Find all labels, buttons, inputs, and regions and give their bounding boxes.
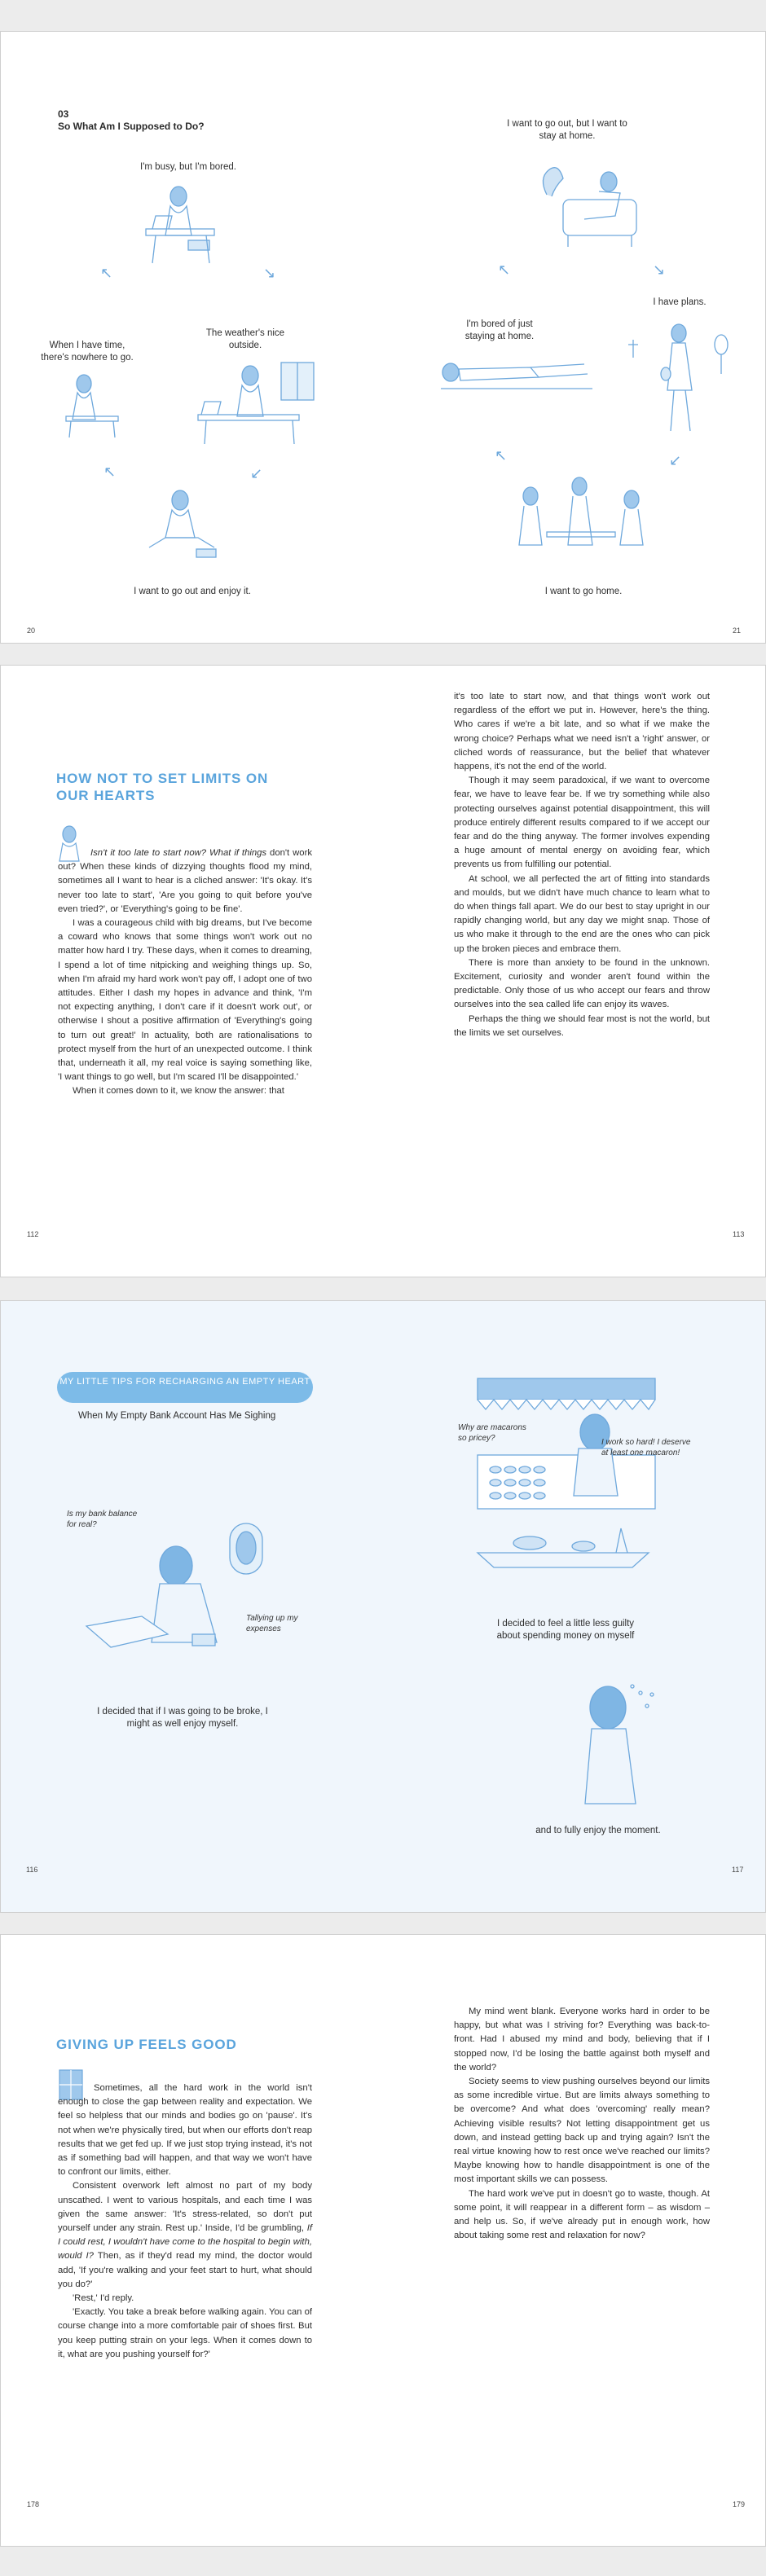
paragraph: When it comes down to it, we know the answer: that	[73, 1086, 284, 1097]
woman-sofa-illustration	[530, 146, 645, 252]
woman-at-laptop-illustration	[131, 178, 229, 268]
caption-bored-home: I'm bored of just staying at home.	[464, 319, 535, 341]
paragraph: it's too late to start now, and that things won't work out regardless of the effort we put in. However, here's the thing. Who cares if we're a bit late, and so what if we make the wrong choice? Perhaps what we need isn't a 'right' answer, or cliched words of reassurance, but the belief that whatever happens, it's not the end of the world.	[454, 692, 710, 772]
page-number: 112	[27, 1230, 39, 1238]
paragraph: don't work out? When these kinds of dizzying thoughts flood my mind, sometimes all I want to hear is a cliched answer: 'It's okay. It's never too late to start', 'Are you going to quit before you've even tried?', or 'Everything's going to be fine'.	[58, 848, 312, 914]
page-number: 179	[733, 2500, 746, 2508]
arrow-icon: ↖	[103, 464, 117, 480]
chapter-number: 03	[58, 108, 69, 120]
opening-question: Isn't it too late to start now? What if things	[90, 848, 267, 858]
left-page-text	[58, 2081, 312, 2362]
paragraph: Though it may seem paradoxical, if we want to overcome fear, we have to leave fear be. If we try something while also protecting ourselves against potential disappointment, this will produce entirely different results compared to if we accept our fear and do the thing anyway. The former involves expending a huge amount of mental energy on avoiding fear, which prevents us from fulfilling our potential.	[454, 776, 710, 870]
caption-enjoy: I want to go out and enjoy it.	[134, 587, 251, 596]
page-number: 178	[27, 2500, 40, 2508]
caption-enjoy-moment: and to fully enjoy the moment.	[535, 1826, 661, 1835]
paragraph: Society seems to view pushing ourselves beyond our limits as some incredible virtue. But are limits always something to be overcome? And what does 'overcoming' really mean? Achieving visible results? Not letting disappointment get us down, and instead getting back up and trying again? Isn't the real virtue knowing how to rest once we've reached our limits? Maybe knowing how to handle disappointment is one of the most important skills we can possess.	[454, 2077, 710, 2185]
woman-window-illustration	[190, 358, 320, 447]
spread-giving-up	[0, 1934, 766, 2547]
paragraph: I was a courageous child with big dreams, but I've become a coward who knows that some things won't work out no matter how hard I try. These days, when it comes to dreaming, I spend a lot of time nitpicking and weighing things up. So, when I'm afraid my hard work won't pay off, I adopt one of two attitudes. Either I dash my hopes in advance and think, 'I'm not expecting anything, I don't care if it doesn't work out', or otherwise I shout a positive affirmation of 'Everything's going to turn out great!' In actuality, both are rationalisations to protect myself from the hurt of an unexpected outcome. I think that, underneath it all, my real voice is saying something like, 'I want things to go well, but I'm scared I'll be disappointed.'	[58, 918, 312, 1083]
arrow-icon: ↖	[495, 447, 508, 464]
arrow-icon: ↙	[250, 465, 263, 481]
woman-lying-illustration	[433, 349, 596, 398]
page-number: 117	[732, 1866, 744, 1874]
page-number: 21	[733, 626, 742, 635]
three-women-illustration	[504, 472, 659, 561]
paragraph: Then, as if they'd read my mind, the doctor would add, 'If you're walking and your feet start to hurt, what should you do?'	[58, 2251, 312, 2289]
caption-go-home: I want to go home.	[544, 587, 623, 596]
left-page-text	[58, 846, 312, 1099]
section-heading: HOW NOT TO SET LIMITS ON OUR HEARTS	[56, 771, 269, 803]
woman-phone-laptop-illustration	[78, 1520, 282, 1667]
paragraph: 'Rest,' I'd reply.	[73, 2293, 134, 2304]
tips-banner: MY LITTLE TIPS FOR RECHARGING AN EMPTY HEART	[57, 1372, 313, 1403]
woman-desk-illustration	[59, 367, 125, 441]
arrow-icon: ↙	[669, 452, 682, 468]
right-page-text	[454, 690, 710, 1040]
paragraph: 'Exactly. You take a break before walking again. You can of course change into a more comfortable pair of shoes first. But you keep putting strain on your legs. When it comes down to it, what are you pushing yourself for?'	[58, 2307, 312, 2359]
caption-weather: The weather's nice outside.	[205, 328, 285, 350]
caption-busy: I'm busy, but I'm bored.	[140, 162, 236, 172]
page-number: 116	[26, 1866, 38, 1874]
note-tallying: Tallying up my expenses	[246, 1614, 298, 1633]
paragraph: Sometimes, all the hard work in the world isn't enough to close the gap between reality and expectation. We feel so helpless that our minds and bodies go on 'pause'. It's not when we're physically tired, but when our efforts don't reap results that we get fed up. If we just stop trying instead, it's not as if something bad will happen, and that way we won't have to confront our limits, either.	[58, 2083, 312, 2178]
spread-chapter-03	[0, 31, 766, 644]
paragraph: Consistent overwork left almost no part of my body unscathed. I went to various hospitals, and each time I was given the same answer: 'It's stress-related, so don't put yourself under any strain. Rest up.' Inside, I'd be grumbling,	[58, 2181, 312, 2234]
spread-limits	[0, 665, 766, 1277]
paragraph: There is more than anxiety to be found in the unknown. Excitement, curiosity and wonder aren't found within the predictable. Only those of us who accept our fears and throw ourselves into the sea called life can enjoy its waves.	[454, 957, 710, 1010]
woman-sitting-illustration	[133, 484, 231, 565]
note-bank-balance: Is my bank balance for real?	[67, 1510, 138, 1529]
page-number: 20	[27, 626, 36, 635]
arrow-icon: ↘	[263, 265, 276, 281]
chapter-title: So What Am I Supposed to Do?	[58, 121, 205, 132]
paragraph: Perhaps the thing we should fear most is not the world, but the limits we set ourselves.	[454, 1013, 710, 1038]
paragraph: My mind went blank. Everyone works hard in order to be happy, but what was I striving for? Everything was back-to-front. Had I abused my mind and body, believing that if I stopped now, I'd be losing the battle against both myself and the world?	[454, 2007, 710, 2073]
macaron-table-illustration	[461, 1514, 665, 1579]
paragraph: The hard work we've put in doesn't go to waste, though. At some point, it will reappear in a different form – as wisdom – and help us. So, if we've already put in enough work, how about taking some rest and relaxation for now?	[454, 2188, 710, 2241]
tips-subtitle: When My Empty Bank Account Has Me Sighing	[78, 1411, 276, 1421]
arrow-icon: ↖	[100, 265, 113, 281]
arrow-icon: ↖	[498, 262, 511, 278]
inner-thought: If I could rest, I wouldn't have come to the hospital to begin with, would I?	[58, 2223, 312, 2262]
right-page-text	[454, 2005, 710, 2243]
paragraph: At school, we all perfected the art of fitting into standards and moulds, but we didn't have much chance to learn what to do when things fall apart. We do our best to stay upright in our rapidly changing world, but any day we might snap. Those of us who make it through to the end are the ones who can pick up the broken pieces and embrace them.	[454, 873, 710, 954]
caption-time: When I have time, there's nowhere to go.	[41, 341, 134, 363]
caption-plans: I have plans.	[653, 297, 707, 307]
arrow-icon: ↘	[653, 262, 666, 278]
caption-guilty: I decided to feel a little less guilty about spending money on myself	[496, 1619, 635, 1641]
caption-go-out: I want to go out, but I want to stay at home.	[507, 119, 627, 141]
page-number: 113	[733, 1230, 745, 1238]
woman-walking-illustration	[617, 317, 739, 439]
section-heading: GIVING UP FEELS GOOD	[56, 2037, 237, 2052]
caption-broke: I decided that if I was going to be broke, I might as well enjoy myself.	[97, 1707, 268, 1729]
woman-eating-macaron-illustration	[562, 1681, 660, 1812]
note-macarons: Why are macarons so pricey?	[458, 1423, 526, 1443]
note-deserve: I work so hard! I deserve at least one macaron!	[601, 1438, 691, 1457]
